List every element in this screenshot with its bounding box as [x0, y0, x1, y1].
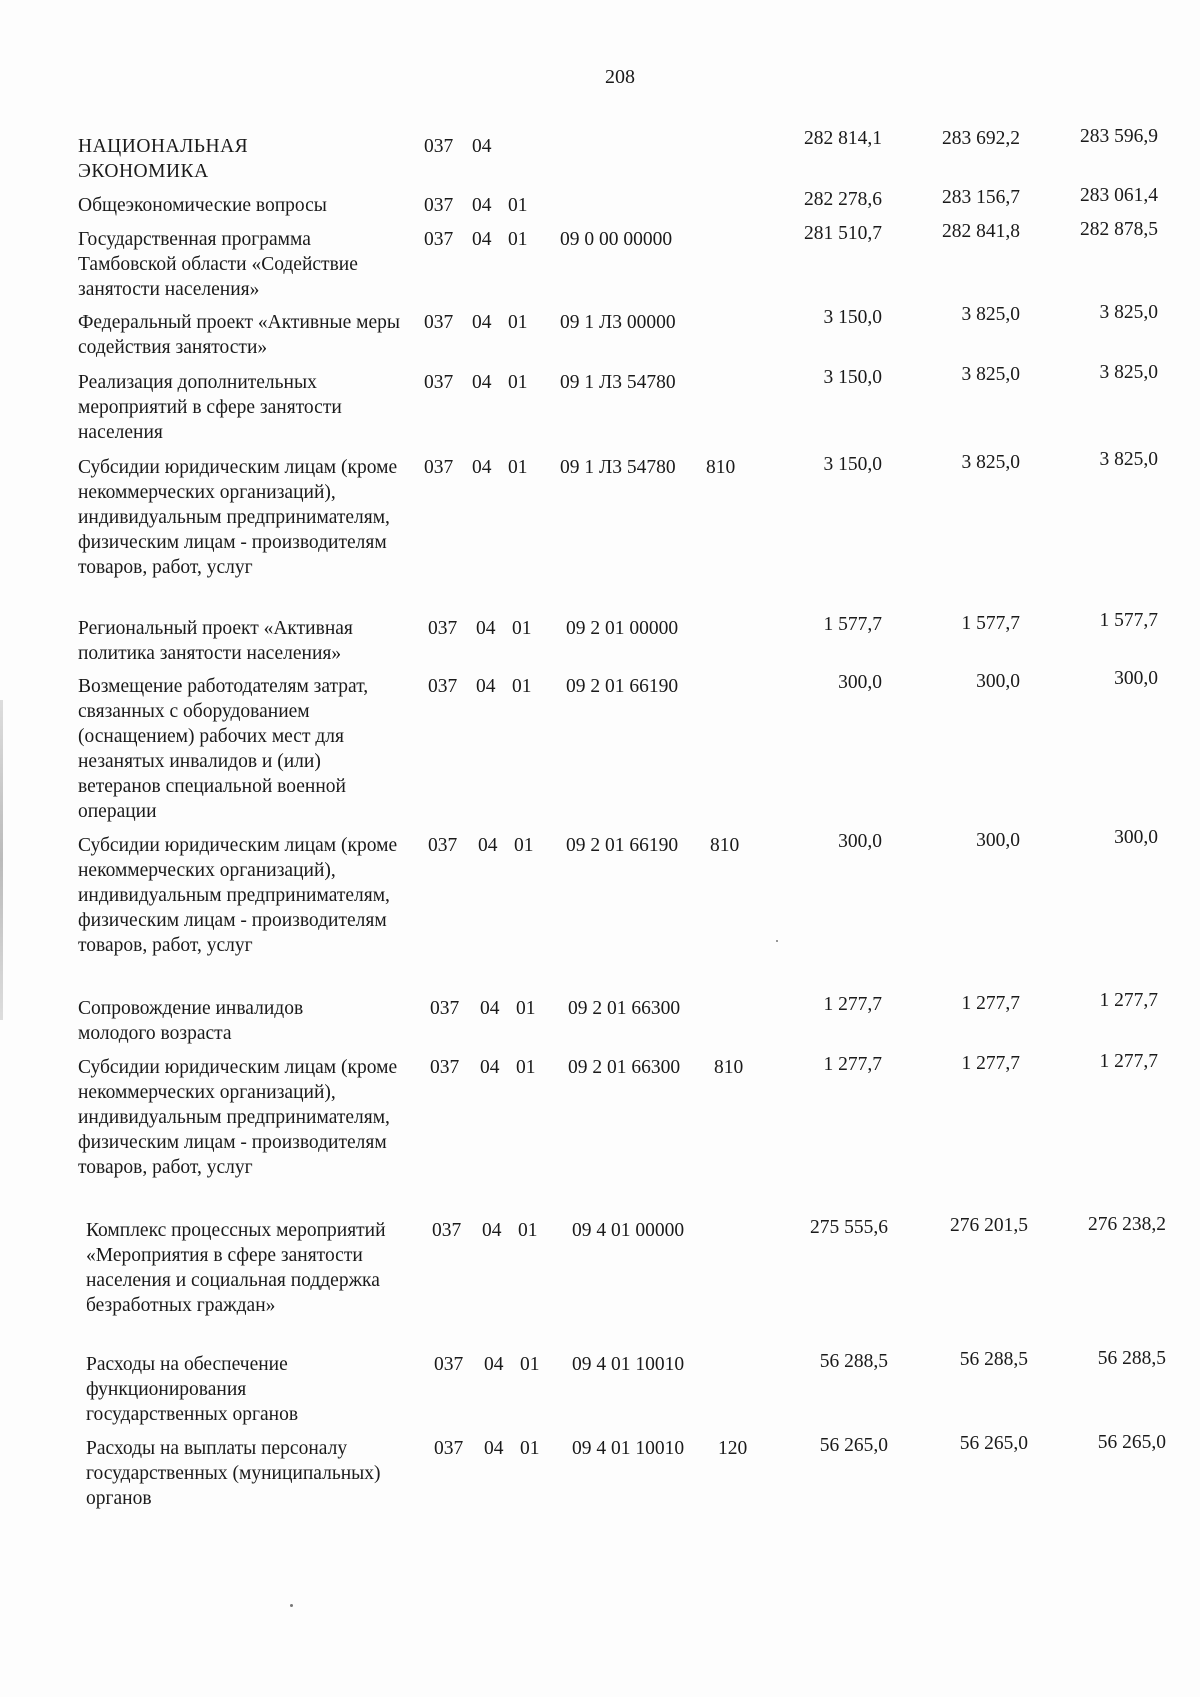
row-ved-code: 037 — [424, 229, 454, 250]
row-target-article: 09 4 01 10010 — [572, 1354, 685, 1375]
row-name: Расходы на обеспечение функционирования государственных органов — [86, 1354, 299, 1425]
row-ved-code: 037 — [428, 676, 458, 697]
row-section-code: 04 — [472, 136, 492, 157]
row-value-year3: 3 825,0 — [1099, 362, 1158, 383]
row-value-year1: 3 150,0 — [823, 307, 882, 328]
row-subsection-code: 01 — [514, 835, 534, 856]
row-value-year2: 1 277,7 — [961, 1053, 1020, 1074]
row-target-article: 09 2 01 66190 — [566, 835, 679, 856]
row-section-code: 04 — [476, 676, 496, 697]
row-target-article: 09 0 00 00000 — [560, 229, 673, 250]
row-value-year2: 276 201,5 — [950, 1215, 1028, 1236]
row-section-code: 04 — [480, 1057, 500, 1078]
row-value-year2: 1 277,7 — [961, 993, 1020, 1014]
row-target-article: 09 2 01 66300 — [568, 998, 681, 1019]
row-section-code: 04 — [478, 835, 498, 856]
row-name: Комплекс процессных мероприятий «Мероприятия в сфере занятости населения и социальная поддержка безработных граждан» — [86, 1220, 386, 1316]
row-ved-code: 037 — [424, 372, 454, 393]
row-value-year3: 300,0 — [1114, 827, 1158, 848]
row-value-year1: 56 288,5 — [819, 1351, 888, 1372]
row-ved-code: 037 — [424, 457, 454, 478]
row-section-code: 04 — [484, 1354, 504, 1375]
row-target-article: 09 4 01 10010 — [572, 1438, 685, 1459]
row-value-year2: 1 577,7 — [961, 613, 1020, 634]
row-target-article: 09 2 01 66190 — [566, 676, 679, 697]
row-target-article: 09 1 Л3 54780 — [560, 457, 676, 478]
row-section-code: 04 — [484, 1438, 504, 1459]
row-name: Реализация дополнительных мероприятий в сфере занятости населения — [78, 372, 342, 443]
row-value-year3: 1 277,7 — [1099, 1051, 1158, 1072]
row-value-year2: 3 825,0 — [961, 364, 1020, 385]
row-value-year3: 3 825,0 — [1099, 302, 1158, 323]
row-name: Государственная программа Тамбовской области «Содействие занятости населения» — [78, 229, 358, 300]
row-section-code: 04 — [482, 1220, 502, 1241]
row-target-article: 09 2 01 00000 — [566, 618, 679, 639]
row-subsection-code: 01 — [508, 312, 528, 333]
row-ved-code: 037 — [428, 618, 458, 639]
row-subsection-code: 01 — [520, 1354, 540, 1375]
row-ved-code: 037 — [430, 998, 460, 1019]
row-ved-code: 037 — [434, 1438, 464, 1459]
row-value-year2: 283 156,7 — [942, 187, 1020, 208]
row-name: НАЦИОНАЛЬНАЯ ЭКОНОМИКА — [78, 136, 249, 182]
row-section-code: 04 — [480, 998, 500, 1019]
row-name: Сопровождение инвалидов молодого возраста — [78, 998, 304, 1044]
row-value-year1: 56 265,0 — [819, 1435, 888, 1456]
row-value-year1: 1 277,7 — [823, 994, 882, 1015]
row-value-year1: 300,0 — [838, 672, 882, 693]
row-value-year2: 3 825,0 — [961, 304, 1020, 325]
row-subsection-code: 01 — [512, 618, 532, 639]
row-expense-type: 810 — [714, 1057, 744, 1078]
row-value-year3: 283 596,9 — [1080, 126, 1158, 147]
row-subsection-code: 01 — [518, 1220, 538, 1241]
row-name: Федеральный проект «Активные меры содействия занятости» — [78, 312, 400, 358]
row-ved-code: 037 — [428, 835, 458, 856]
row-value-year1: 3 150,0 — [823, 367, 882, 388]
row-subsection-code: 01 — [520, 1438, 540, 1459]
row-target-article: 09 4 01 00000 — [572, 1220, 685, 1241]
row-expense-type: 810 — [706, 457, 736, 478]
row-ved-code: 037 — [432, 1220, 462, 1241]
row-name: Общеэкономические вопросы — [78, 195, 327, 216]
row-subsection-code: 01 — [508, 195, 528, 216]
row-expense-type: 120 — [718, 1438, 748, 1459]
row-value-year3: 283 061,4 — [1080, 185, 1158, 206]
row-subsection-code: 01 — [512, 676, 532, 697]
row-name: Региональный проект «Активная политика занятости населения» — [78, 618, 353, 664]
row-expense-type: 810 — [710, 835, 740, 856]
row-target-article: 09 1 Л3 54780 — [560, 372, 676, 393]
row-value-year1: 281 510,7 — [804, 223, 882, 244]
row-section-code: 04 — [472, 195, 492, 216]
row-value-year3: 300,0 — [1114, 668, 1158, 689]
row-value-year1: 1 577,7 — [823, 614, 882, 635]
row-section-code: 04 — [476, 618, 496, 639]
scan-edge-shadow — [0, 700, 3, 1020]
row-value-year2: 300,0 — [976, 830, 1020, 851]
page-number: 208 — [605, 66, 635, 88]
row-value-year3: 3 825,0 — [1099, 449, 1158, 470]
row-ved-code: 037 — [424, 136, 454, 157]
row-value-year1: 300,0 — [838, 831, 882, 852]
row-target-article: 09 2 01 66300 — [568, 1057, 681, 1078]
row-target-article: 09 1 Л3 00000 — [560, 312, 676, 333]
row-subsection-code: 01 — [516, 998, 536, 1019]
row-name: Субсидии юридическим лицам (кроме некоммерческих организаций), индивидуальным предпринимателям, физическим лицам - производителям товаров, работ, услуг — [78, 457, 398, 578]
row-value-year2: 56 265,0 — [959, 1433, 1028, 1454]
row-value-year3: 1 277,7 — [1099, 990, 1158, 1011]
row-ved-code: 037 — [424, 312, 454, 333]
row-value-year1: 3 150,0 — [823, 454, 882, 475]
scan-speck — [776, 940, 778, 942]
row-subsection-code: 01 — [516, 1057, 536, 1078]
row-subsection-code: 01 — [508, 457, 528, 478]
row-value-year3: 1 577,7 — [1099, 610, 1158, 631]
row-ved-code: 037 — [430, 1057, 460, 1078]
row-value-year1: 1 277,7 — [823, 1054, 882, 1075]
row-value-year3: 56 265,0 — [1097, 1432, 1166, 1453]
row-value-year3: 282 878,5 — [1080, 219, 1158, 240]
row-value-year3: 56 288,5 — [1097, 1348, 1166, 1369]
row-value-year1: 282 814,1 — [804, 128, 882, 149]
row-name: Субсидии юридическим лицам (кроме некоммерческих организаций), индивидуальным предпринимателям, физическим лицам - производителям товаров, работ, услуг — [78, 835, 398, 956]
row-subsection-code: 01 — [508, 372, 528, 393]
row-name: Расходы на выплаты персоналу государственных (муниципальных) органов — [86, 1438, 381, 1509]
row-ved-code: 037 — [424, 195, 454, 216]
row-value-year3: 276 238,2 — [1088, 1214, 1166, 1235]
row-value-year2: 3 825,0 — [961, 452, 1020, 473]
row-value-year2: 282 841,8 — [942, 221, 1020, 242]
row-value-year1: 275 555,6 — [810, 1217, 888, 1238]
row-name: Субсидии юридическим лицам (кроме некоммерческих организаций), индивидуальным предпринимателям, физическим лицам - производителям товаров, работ, услуг — [78, 1057, 398, 1178]
row-value-year2: 56 288,5 — [959, 1349, 1028, 1370]
row-section-code: 04 — [472, 229, 492, 250]
row-value-year2: 283 692,2 — [942, 128, 1020, 149]
row-section-code: 04 — [472, 312, 492, 333]
row-value-year1: 282 278,6 — [804, 189, 882, 210]
row-section-code: 04 — [472, 372, 492, 393]
row-section-code: 04 — [472, 457, 492, 478]
row-subsection-code: 01 — [508, 229, 528, 250]
row-name: Возмещение работодателям затрат, связанных с оборудованием (оснащением) рабочих мест для незанятых инвалидов и (или) ветеранов специальной военной операции — [78, 676, 369, 822]
row-ved-code: 037 — [434, 1354, 464, 1375]
scan-speck — [290, 1604, 293, 1607]
row-value-year2: 300,0 — [976, 671, 1020, 692]
